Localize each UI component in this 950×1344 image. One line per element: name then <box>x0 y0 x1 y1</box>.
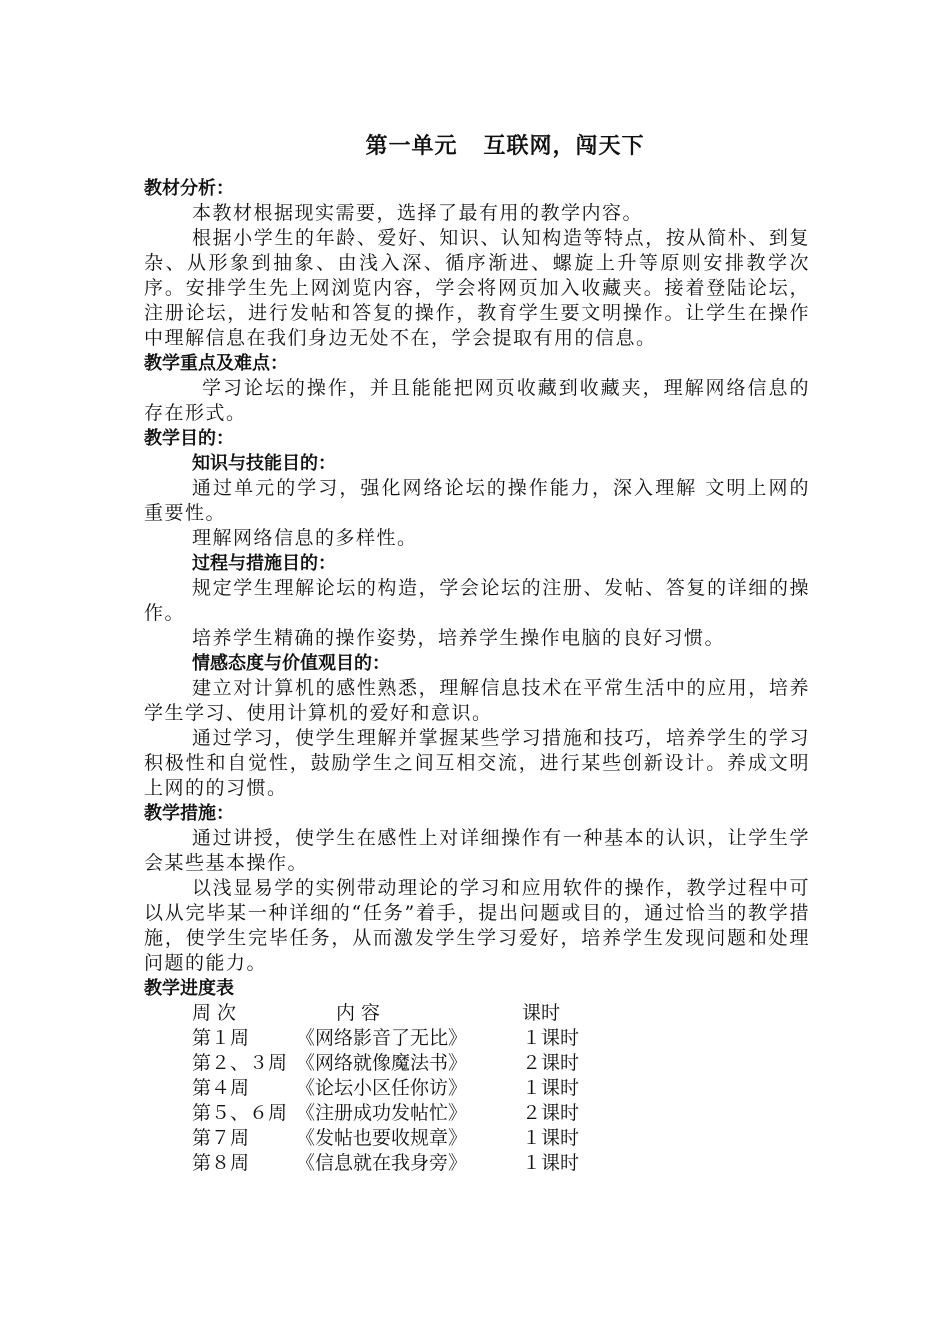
schedule-week: 第１周 <box>192 1027 250 1049</box>
schedule-content: 《网络影音了无比》 <box>296 1027 468 1049</box>
process-paragraph: 培养学生精确的操作姿势，培养学生操作电脑的良好习惯。 <box>192 627 726 649</box>
schedule-hours: １课时 <box>522 1127 580 1149</box>
table-row <box>192 1126 579 1151</box>
schedule-week: 第２、３周 <box>192 1052 288 1074</box>
knowledge-subheading: 知识与技能目的： <box>192 453 336 474</box>
table-row <box>192 1026 579 1051</box>
schedule-week: 第７周 <box>192 1127 250 1149</box>
unit-title <box>0 134 950 159</box>
methods-paragraph: 以浅显易学的实例带动理论的学习和应用软件的操作，教学过程中可以从完毕某一种详细的“任务”着手，提出问题或目的，通过恰当的教学措施，使学生完毕任务，从而激发学生学习爱好，培养学生发现问题和处理问题的能力。 <box>144 877 810 974</box>
analysis-heading: 教材分析： <box>144 178 234 199</box>
schedule-col-week: 周 次 <box>192 1002 237 1024</box>
emotion-paragraph: 通过学习，使学生理解并掌握某些学习措施和技巧，培养学生的学习积极性和自觉性，鼓励学生之间互相交流，进行某些创新设计。养成文明上网的的习惯。 <box>144 727 810 799</box>
schedule-week: 第５、６周 <box>192 1102 288 1124</box>
schedule-table <box>192 1001 579 1176</box>
schedule-hours: ２课时 <box>522 1052 580 1074</box>
schedule-content: 《论坛小区任你访》 <box>296 1077 468 1099</box>
schedule-col-content: 内 容 <box>336 1002 381 1024</box>
schedule-content: 《信息就在我身旁》 <box>296 1152 468 1174</box>
methods-paragraph: 通过讲授，使学生在感性上对详细操作有一种基本的认识，让学生学会某些基本操作。 <box>144 827 810 874</box>
schedule-heading: 教学进度表 <box>144 978 234 999</box>
schedule-content: 《注册成功发帖忙》 <box>296 1102 468 1124</box>
schedule-hours: １课时 <box>522 1077 580 1099</box>
schedule-hours: ２课时 <box>522 1102 580 1124</box>
unit-title-part2: 互联网，闯天下 <box>483 134 645 159</box>
analysis-paragraph: 本教材根据现实需要，选择了最有用的教学内容。 <box>192 202 644 224</box>
goals-heading: 教学目的： <box>144 428 234 449</box>
schedule-header-row <box>192 1001 579 1026</box>
table-row <box>192 1151 579 1176</box>
schedule-week: 第８周 <box>192 1152 250 1174</box>
schedule-content: 《发帖也要收规章》 <box>296 1127 468 1149</box>
table-row <box>192 1051 579 1076</box>
knowledge-paragraph: 通过单元的学习，强化网络论坛的操作能力，深入理解 文明上网的重要性。 <box>144 477 810 524</box>
analysis-paragraph: 根据小学生的年龄、爱好、知识、认知构造等特点，按从简朴、到复杂、从形象到抽象、由浅入深、循序渐进、螺旋上升等原则安排教学次序。安排学生先上网浏览内容，学会将网页加入收藏夹。接着登陆论坛，注册论坛，进行发帖和答复的操作，教育学生要文明操作。让学生在操作中理解信息在我们身边无处不在，学会提取有用的信息。 <box>144 227 810 349</box>
schedule-col-hours: 课时 <box>522 1002 561 1024</box>
key-points-paragraph: 学习论坛的操作，并且能能把网页收藏到收藏夹，理解网络信息的存在形式。 <box>144 377 810 424</box>
emotion-subheading: 情感态度与价值观目的： <box>192 653 390 674</box>
table-row <box>192 1101 579 1126</box>
emotion-paragraph: 建立对计算机的感性熟悉，理解信息技术在平常生活中的应用，培养学生学习、使用计算机的爱好和意识。 <box>144 677 810 724</box>
table-row <box>192 1076 579 1101</box>
process-paragraph: 规定学生理解论坛的构造，学会论坛的注册、发帖、答复的详细的操作。 <box>144 577 810 624</box>
schedule-hours: １课时 <box>522 1027 580 1049</box>
knowledge-paragraph: 理解网络信息的多样性。 <box>192 527 418 549</box>
schedule-content: 《网络就像魔法书》 <box>296 1052 468 1074</box>
document-body <box>144 176 810 1176</box>
unit-title-part1: 第一单元 <box>365 134 458 159</box>
key-points-heading: 教学重点及难点： <box>144 353 288 374</box>
process-subheading: 过程与措施目的： <box>192 553 336 574</box>
schedule-week: 第４周 <box>192 1077 250 1099</box>
schedule-hours: １课时 <box>522 1152 580 1174</box>
methods-heading: 教学措施： <box>144 803 234 824</box>
